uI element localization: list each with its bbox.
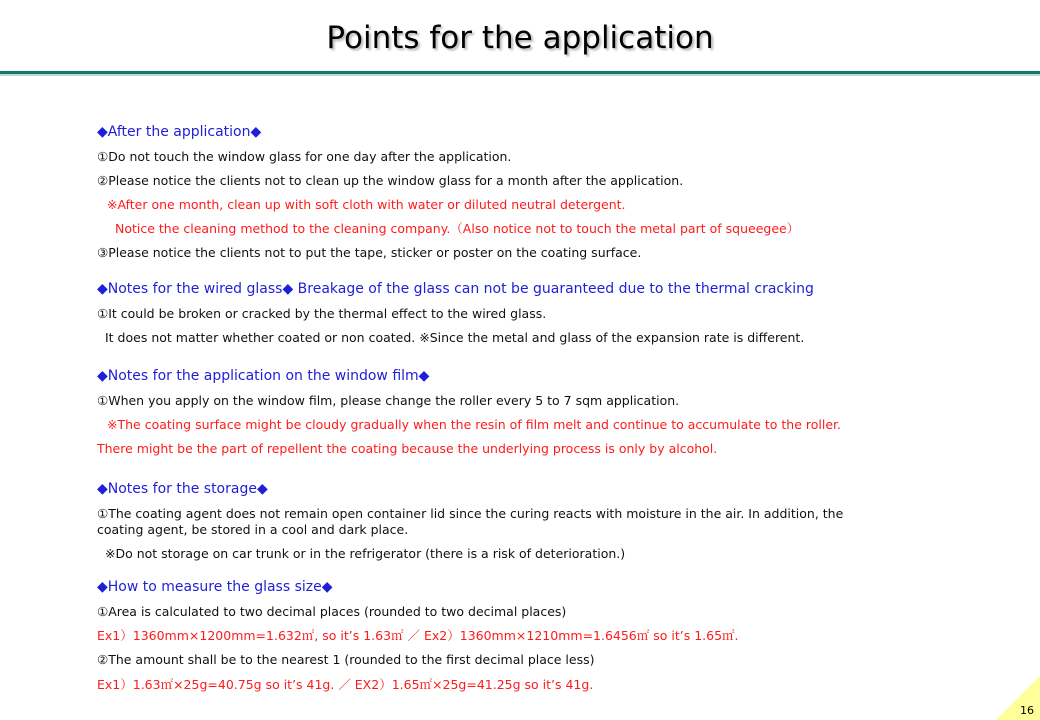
note-line: ②Please notice the clients not to clean up the window glass for a month after the application. [97, 173, 684, 188]
section-heading-wired-glass: ◆Notes for the wired glass◆ Breakage of the glass can not be guaranteed due to the thermal cracking [97, 281, 814, 297]
example-line: Ex1）1.63㎡×25g=40.75g so it’s 41g. ／ EX2）1.65㎡×25g=41.25g so it’s 41g. [97, 677, 594, 692]
note-line: ①Do not touch the window glass for one day after the application. [97, 149, 512, 164]
section-heading-glass-size: ◆How to measure the glass size◆ [97, 579, 333, 595]
note-paragraph: ①The coating agent does not remain open container lid since the curing reacts with moisture in the air. In addition, the coating agent, be stored in a cool and dark place. [97, 506, 844, 537]
section-heading-window-film: ◆Notes for the application on the window film◆ [97, 368, 430, 384]
warning-line: ※After one month, clean up with soft cloth with water or diluted neutral detergent. [107, 197, 626, 212]
slide-title: Points for the application [326, 20, 714, 56]
note-line: ②The amount shall be to the nearest 1 (rounded to the first decimal place less) [97, 652, 595, 667]
warning-line: There might be the part of repellent the coating because the underlying process is only by alcohol. [97, 441, 718, 456]
note-line: ①When you apply on the window film, please change the roller every 5 to 7 sqm application. [97, 393, 680, 408]
note-line: It does not matter whether coated or non coated. ※Since the metal and glass of the expansion rate is different. [105, 330, 805, 345]
note-line: ①Area is calculated to two decimal places (rounded to two decimal places) [97, 604, 567, 619]
example-line: Ex1）1360mm×1200mm=1.632㎡, so it’s 1.63㎡ ／ Ex2）1360mm×1210mm=1.6456㎡ so it’s 1.65㎡. [97, 628, 739, 643]
note-line: ③Please notice the clients not to put the tape, sticker or poster on the coating surface. [97, 245, 642, 260]
warning-line: ※The coating surface might be cloudy gradually when the resin of film melt and continue to accumulate to the roller. [107, 417, 841, 432]
warning-line: Notice the cleaning method to the cleaning company.（Also notice not to touch the metal part of squeegee） [115, 221, 800, 236]
page-number: 16 [1020, 704, 1034, 717]
section-heading-storage: ◆Notes for the storage◆ [97, 481, 268, 497]
note-line: ①It could be broken or cracked by the thermal effect to the wired glass. [97, 306, 547, 321]
section-heading-after-application: ◆After the application◆ [97, 124, 262, 140]
note-line: ※Do not storage on car trunk or in the refrigerator (there is a risk of deterioration.) [105, 546, 626, 561]
